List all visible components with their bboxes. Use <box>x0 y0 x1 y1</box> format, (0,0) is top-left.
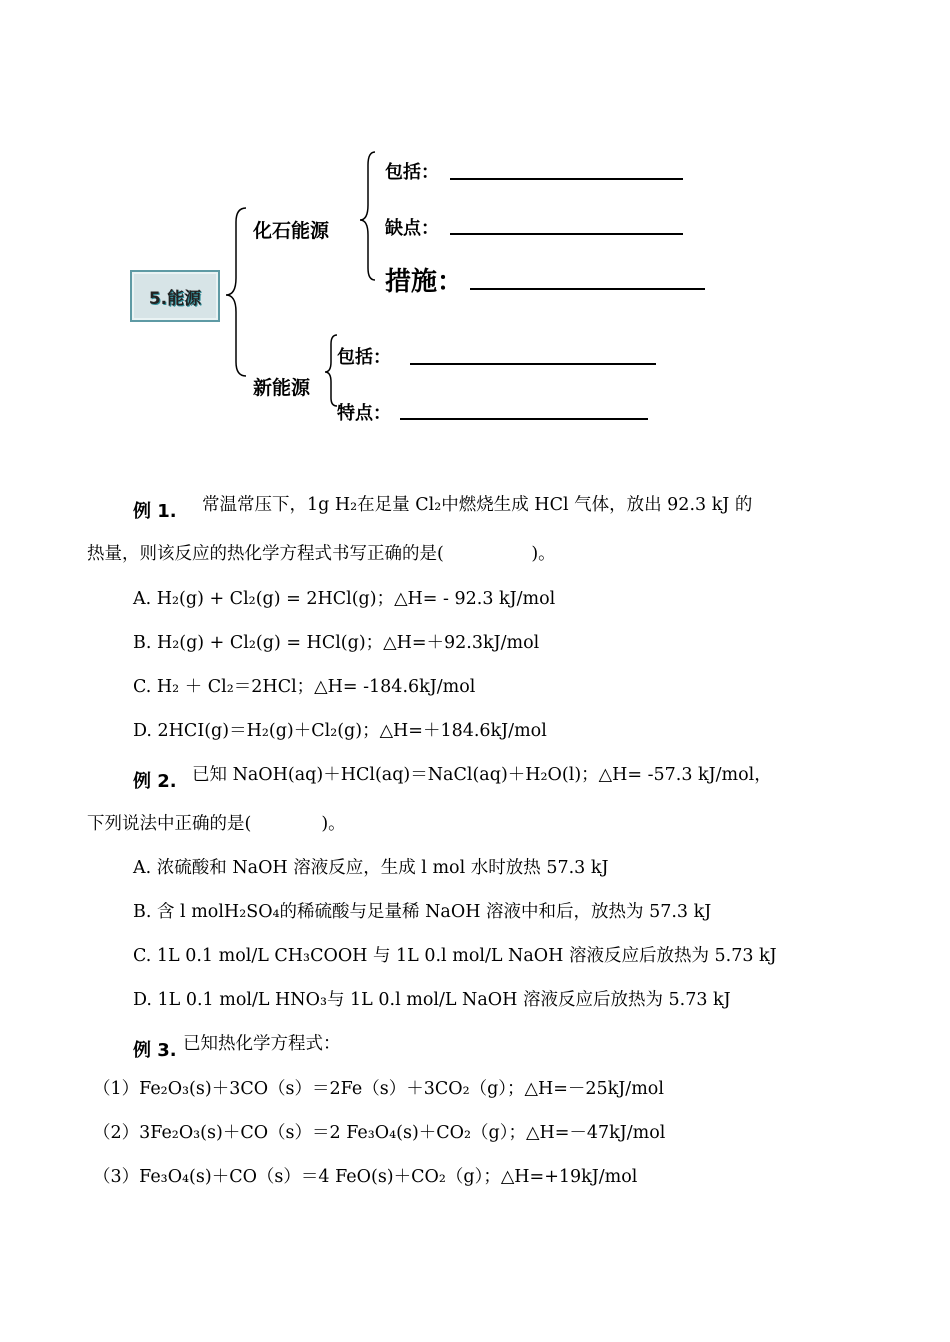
example-3-equation-3: （3）Fe₃O₄(s)＋CO（s）＝4 FeO(s)＋CO₂（g）；△H=+19kJ/mol <box>93 1167 638 1187</box>
new-feature-blank <box>400 418 648 420</box>
example-2-option-c: C. 1L 0.1 mol/L CH₃COOH 与 1L 0.l mol/L NaOH 溶液反应后放热为 5.73 kJ <box>133 946 777 966</box>
brace-lines <box>0 0 950 440</box>
new-include-label: 包括： <box>337 347 391 368</box>
fossil-drawback-label: 缺点： <box>385 218 439 239</box>
example-3-equation-2: （2）3Fe₂O₃(s)＋CO（s）＝2 Fe₃O₄(s)＋CO₂（g）；△H=－47kJ/mol <box>93 1123 666 1143</box>
fossil-energy-label: 化石能源 <box>253 220 330 242</box>
example-1-question-line2: 热量，则该反应的热化学方程式书写正确的是( )。 <box>87 544 556 564</box>
new-include-blank <box>410 363 656 365</box>
example-1-option-a: A. H₂(g) + Cl₂(g) = 2HCl(g)；△H= - 92.3 kJ/mol <box>133 589 556 609</box>
example-1-question-line1: 常温常压下，1g H₂在足量 Cl₂中燃烧生成 HCl 气体，放出 92.3 kJ 的 <box>202 495 753 515</box>
example-2-question-line1: 已知 NaOH(aq)＋HCl(aq)＝NaCl(aq)＋H₂O(l)；△H= -57.3 kJ/mol， <box>192 765 772 785</box>
fossil-include-label: 包括： <box>385 162 439 183</box>
fossil-include-blank <box>450 178 683 180</box>
example-3-question: 已知热化学方程式： <box>183 1034 341 1054</box>
example-1-option-d: D. 2HCI(g)＝H₂(g)＋Cl₂(g)；△H=＋184.6kJ/mol <box>133 721 547 741</box>
example-3-equation-1: （1）Fe₂O₃(s)＋3CO（s）＝2Fe（s）＋3CO₂（g）；△H=－25kJ/mol <box>93 1079 664 1099</box>
energy-topic-label: 5.能源 <box>148 288 202 309</box>
example-2-option-a: A. 浓硫酸和 NaOH 溶液反应，生成 l mol 水时放热 57.3 kJ <box>133 858 609 878</box>
example-3-label: 例 3. <box>133 1040 177 1061</box>
example-2-label: 例 2. <box>133 771 177 792</box>
example-1-label: 例 1. <box>133 501 177 522</box>
fossil-measure-blank <box>470 288 705 290</box>
new-feature-label: 特点： <box>337 403 391 424</box>
example-2-option-b: B. 含 l molH₂SO₄的稀硫酸与足量稀 NaOH 溶液中和后，放热为 57.3 kJ <box>133 902 712 922</box>
example-2-question-line2: 下列说法中正确的是( )。 <box>87 814 346 834</box>
example-1-option-b: B. H₂(g) + Cl₂(g) = HCl(g)；△H=＋92.3kJ/mol <box>133 633 540 653</box>
fossil-drawback-blank <box>450 233 683 235</box>
fossil-measure-label: 措施： <box>385 267 464 297</box>
example-1-option-c: C. H₂ ＋ Cl₂＝2HCl；△H= -184.6kJ/mol <box>133 677 476 697</box>
example-2-option-d: D. 1L 0.1 mol/L HNO₃与 1L 0.l mol/L NaOH 溶液反应后放热为 5.73 kJ <box>133 990 731 1010</box>
new-energy-label: 新能源 <box>253 377 311 399</box>
